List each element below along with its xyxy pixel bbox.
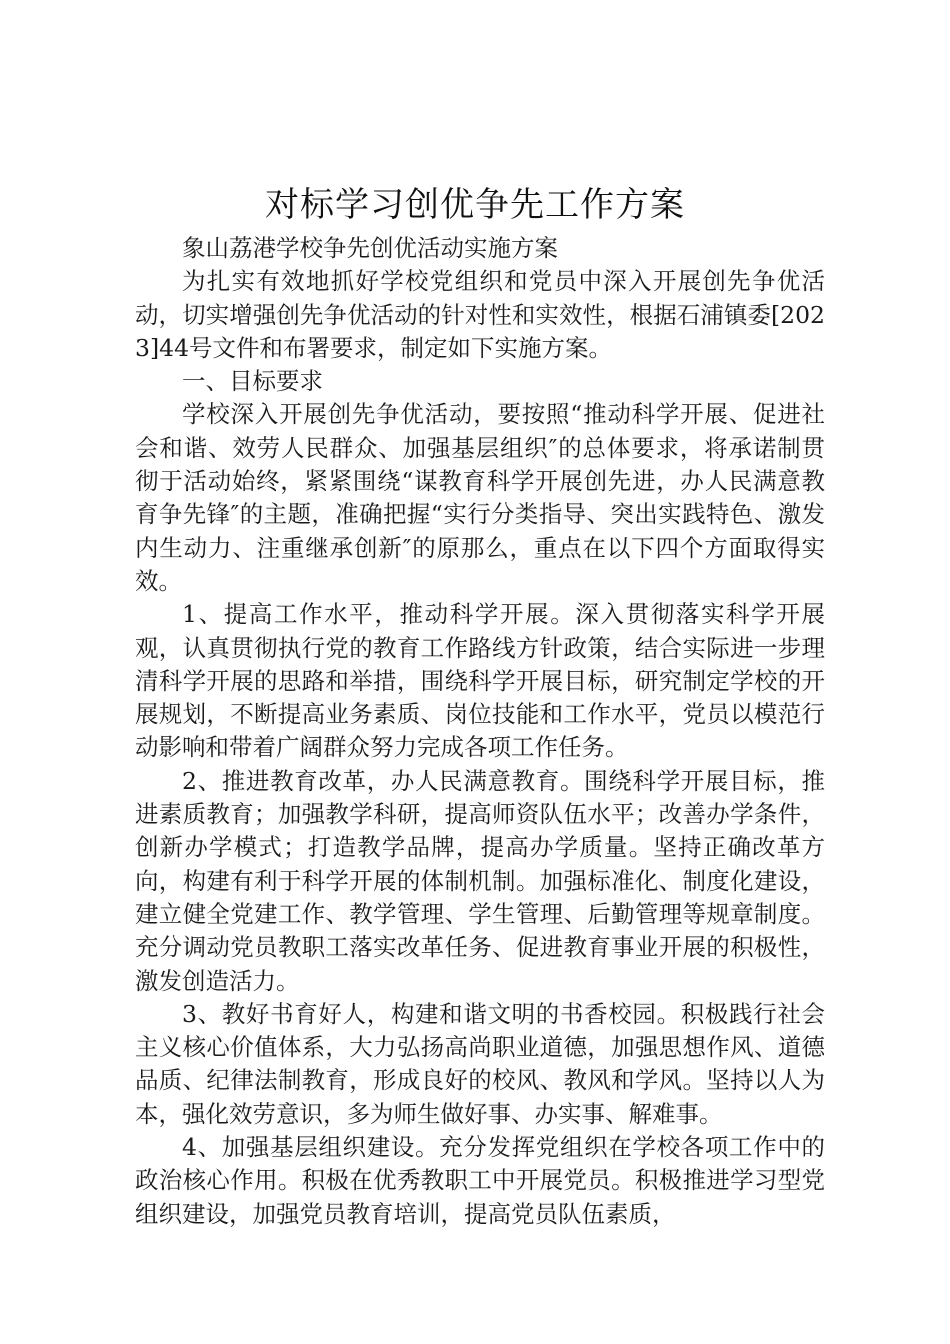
paragraph-item-4: 4、加强基层组织建设。充分发挥党组织在学校各项工作中的政治核心作用。积极在优秀教职工中开展党员。积极推进学习型党组织建设，加强党员教育培训，提高党员队伍素质， <box>135 1133 825 1228</box>
document-title: 对标学习创优争先工作方案 <box>265 185 685 225</box>
paragraph-goals: 学校深入开展创先争优活动，要按照“推动科学开展、促进社会和谐、效劳人民群众、加强基层组织″的总体要求，将承诺制贯彻于活动始终，紧紧围绕“谋教育科学开展创先进，办人民满意教育争先锋″的主题，准确把握“实行分类指导、突出实践特色、激发内生动力、注重继承创新″的原那么，重点在以下四个方面取得实效。 <box>135 400 825 595</box>
paragraph-item-1: 1、提高工作水平，推动科学开展。深入贯彻落实科学开展观，认真贯彻执行党的教育工作路线方针政策，结合实际进一步理清科学开展的思路和举措，围绕科学开展目标，研究制定学校的开展规划，不断提高业务素质、岗位技能和工作水平，党员以模范行动影响和带着广阔群众努力完成各项工作任务。 <box>135 600 825 762</box>
section-heading: 一、目标要求 <box>182 367 323 396</box>
paragraph-subtitle: 象山荔港学校争先创优活动实施方案 <box>182 234 558 262</box>
paragraph-item-3: 3、教好书育好人，构建和谐文明的书香校园。积极践行社会主义核心价值体系，大力弘扬高尚职业道德，加强思想作风、道德品质、纪律法制教育，形成良好的校风、教风和学风。坚持以人为本，强化效劳意识，多为师生做好事、办实事、解难事。 <box>135 999 825 1128</box>
paragraph-item-2: 2、推进教育改革，办人民满意教育。围绕科学开展目标，推进素质教育；加强教学科研，提高师资队伍水平；改善办学条件，创新办学模式；打造教学品牌，提高办学质量。坚持正确改革方向，构建有利于科学开展的体制机制。加强标准化、制度化建设，建立健全党建工作、教学管理、学生管理、后勤管理等规章制度。充分调动党员教职工落实改革任务、促进教育事业开展的积极性，激发创造活力。 <box>135 766 825 995</box>
paragraph-intro: 为扎实有效地抓好学校党组织和党员中深入开展创先争优活动，切实增强创先争优活动的针对性和实效性，根据石浦镇委[2023]44号文件和布署要求，制定如下实施方案。 <box>135 267 825 362</box>
document-body <box>135 232 825 1231</box>
